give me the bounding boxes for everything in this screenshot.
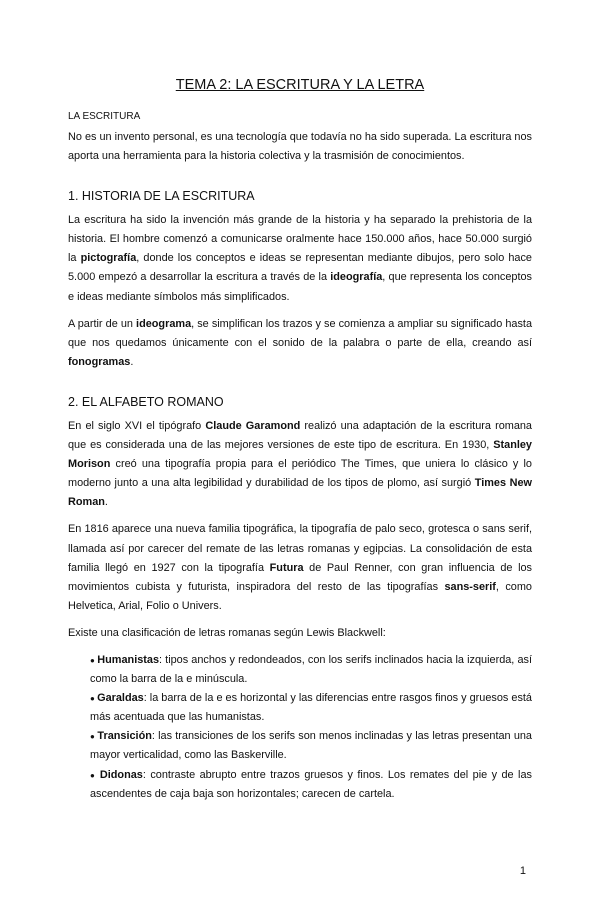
- text-segment: , que representa los conceptos e ideas mediante símbolos más simplificados.: [68, 271, 532, 303]
- list-term: Transición: [97, 730, 152, 743]
- section-1-heading: 1. HISTORIA DE LA ESCRITURA: [68, 189, 255, 204]
- list-text: : la barra de la e es horizontal y las diferencias entre rasgos finos y gruesos está más acentuada que las humanistas.: [90, 692, 532, 724]
- text-segment: , como Helvetica, Arial, Folio o Univers.: [68, 580, 532, 612]
- list-item: [90, 766, 532, 804]
- bold-term: ideografía: [330, 271, 383, 284]
- document-title: TEMA 2: LA ESCRITURA Y LA LETRA: [175, 77, 425, 93]
- text-segment: .: [104, 496, 108, 509]
- page-number: 1: [519, 864, 526, 877]
- list-term: Garaldas: [97, 692, 144, 705]
- bullet-icon: ●: [90, 732, 98, 742]
- text-segment: creó una tipografía propia para el periódico The Times, que uniera lo clásico y lo moderno junto a una alta legibilidad y durabilidad de los tipos de plomo, así surgió: [68, 458, 532, 490]
- bold-term: ideograma: [136, 317, 192, 330]
- classification-list: [90, 651, 532, 804]
- text-segment: de Paul Renner, con gran influencia de los movimientos cubista y futurista, inspiradora del resto de las tipografías: [68, 561, 532, 593]
- roman-paragraph-3: [68, 624, 532, 643]
- text-segment: .: [130, 355, 134, 368]
- list-item: [90, 727, 532, 765]
- list-term: Humanistas: [97, 653, 160, 666]
- history-paragraph-2: [68, 315, 532, 372]
- list-item: [90, 651, 532, 689]
- list-text: : tipos anchos y redondeados, con los serifs inclinados hacia la izquierda, así como la barra de la e minúscula.: [90, 653, 532, 686]
- roman-paragraph-2: [68, 520, 532, 615]
- bold-term: Claude Garamond: [205, 419, 301, 432]
- intro-heading: LA ESCRITURA: [68, 111, 141, 122]
- text-segment: Existe una clasificación de letras romanas según Lewis Blackwell:: [68, 626, 386, 639]
- list-term: Didonas: [99, 768, 143, 781]
- bullet-icon: ●: [90, 655, 98, 665]
- text-segment: realizó una adaptación de la escritura romana que es considerada una de las mejores versiones de este tipo de escritura. En 1930,: [68, 419, 532, 452]
- list-text: : las transiciones de los serifs son menos inclinadas y las letras presentan una mayor verticalidad, como las Baskerville.: [90, 730, 532, 762]
- text-segment: , se simplifican los trazos y se comienza a ampliar su significado hasta que nos quedamos únicamente con el sonido de la palabra o parte de ella, creando así: [68, 317, 532, 349]
- bold-term: Stanley Morison: [68, 439, 532, 471]
- bold-term: sans-serif: [444, 580, 496, 593]
- history-paragraph-1: [68, 211, 532, 306]
- bold-term: Times New Roman: [68, 477, 532, 509]
- roman-paragraph-1: [68, 417, 532, 512]
- text-segment: En 1816 aparece una nueva familia tipográfica, la tipografía de palo seco, grotesca o sans serif, llamada así por carecer del remate de las letras romanas y egipcias. La consolidación de esta familia llegó en 1927 con la tipografía: [68, 523, 532, 574]
- text-segment: La escritura ha sido la invención más grande de la historia y ha separado la prehistoria de la historia. El hombre comenzó a comunicarse oralmente hace 150.000 años, hace 50.000 surgió la: [68, 214, 532, 265]
- text-segment: A partir de un: [68, 317, 137, 330]
- list-text: : contraste abrupto entre trazos gruesos y finos. Los remates del pie y de las ascendentes de caja baja son horizontales; carecen de cartela.: [90, 768, 532, 800]
- list-item: [90, 689, 532, 727]
- text-segment: En el siglo XVI el tipógrafo: [68, 419, 206, 432]
- intro-paragraph: [68, 128, 532, 166]
- bullet-icon: ●: [90, 694, 98, 704]
- text-segment: No es un invento personal, es una tecnología que todavía no ha sido superada. La escritura nos aporta una herramienta para la historia colectiva y la trasmisión de conocimientos.: [68, 131, 532, 163]
- section-2-heading: 2. EL ALFABETO ROMANO: [68, 394, 224, 409]
- bold-term: fonogramas: [68, 355, 131, 368]
- bullet-icon: ●: [90, 770, 100, 780]
- bold-term: pictografía: [80, 252, 137, 265]
- bold-term: Futura: [269, 561, 304, 574]
- text-segment: , donde los conceptos e ideas se representan mediante dibujos, pero solo hace 5.000 empezó a desarrollar la escritura a través de la: [68, 252, 532, 284]
